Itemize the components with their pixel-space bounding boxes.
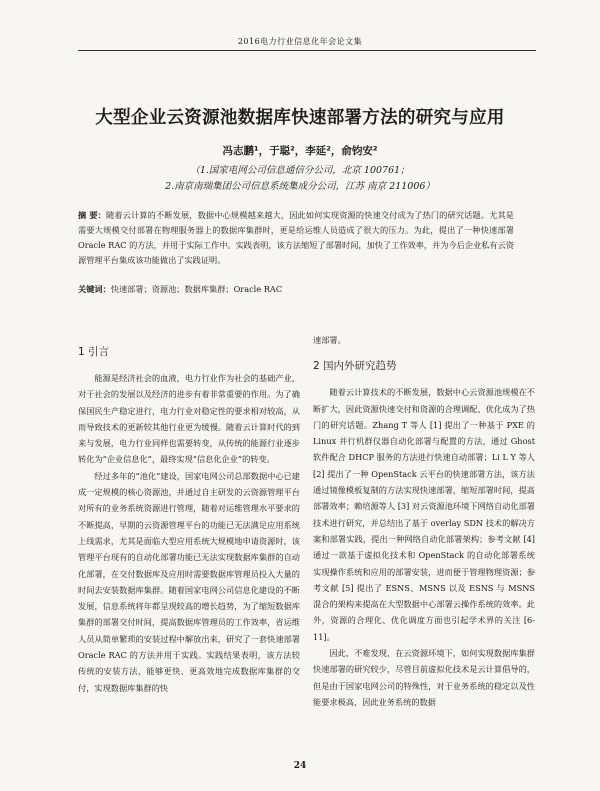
paper-title: 大型企业云资源池数据库快速部署方法的研究与应用 xyxy=(95,108,505,128)
keywords-text: 快速部署；资源池；数据库集群；Oracle RAC xyxy=(110,284,283,294)
intro-continuation: 速部署。 xyxy=(313,335,346,345)
keywords xyxy=(78,282,514,297)
abstract xyxy=(78,208,514,268)
related-paragraph-2: 因此，不难发现，在云资源环境下，如何实现数据库集群快速部署的研究较少，尽管目前虚拟化技术是云计算倡导的，但是由于国家电网公司的特殊性，对于业务系统的稳定以及性能要求极高，因此业务系统的数据 xyxy=(313,648,535,707)
paper-authors: 冯志鹏¹，于聪²，李延²，俞钧安² xyxy=(222,145,378,157)
intro-paragraph-1: 能源是经济社会的血液，电力行业作为社会的基础产业，对于社会的发展以及经济的进步有着非常重要的作用。为了确保国民生产稳定进行，电力行业对稳定性的要求相对较高，从而导致技术的更新较其他行业更为缓慢。随着云计算时代的到来与发展，电力行业同样也需要转变，从传统的能源行业逐步转化为“企业信息化”，最终实现“信息化企业”的转变。 xyxy=(78,373,300,465)
affiliation-2: 2.南京南瑞集团公司信息系统集成分公司，江苏 南京 211006） xyxy=(165,181,435,192)
abstract-text: 随着云计算的不断发展，数据中心规模越来越大，因此如何实现资源的快速交付成为了热门的研究话题。尤其是需要大规模交付部署在物理服务器上的数据库集群时，更是给运维人员造成了很大的压力。为此，提出了一种快速部署 Oracle RAC 的方法，并用于实际工作中。实践表明，该方法缩短了部署时间，加快了工作效率，并为今后企业私有云资源管理平台集成该功能做出了实践证明。 xyxy=(78,210,514,265)
left-column xyxy=(78,344,300,696)
section-1-heading: 1 引言 xyxy=(78,346,110,358)
page-number: 24 xyxy=(293,761,307,771)
header-rule xyxy=(78,50,536,51)
running-header: 2016电力行业信息化年会论文集 xyxy=(237,37,363,46)
keywords-label: 关键词： xyxy=(78,284,111,294)
abstract-label: 摘 要： xyxy=(78,210,106,220)
affiliation-1: （1.国家电网公司信息通信分公司，北京 100761； xyxy=(190,165,410,176)
related-paragraph-1: 随着云计算技术的不断发展，数据中心云资源池规模在不断扩大，因此资源快速交付和资源的合理调配、优化成为了热门的研究话题。Zhang T 等人 [1] 提出了一种基于 PXE 的 Linux 并行机群仪器自动化部署与配置的方法，通过 Ghost 软件配合 DHCP 服务的方法进行快速自动部署；Li L Y 等人 [2] 提出了一种 OpenStack 云平台的快速部署方法，该方法通过镜像模板复制的方法实现快速部署，缩短部署时间，提高部署效率；赖培源等人 [3] 对云资源池环境下网络自动化部署技术进行研究，并总结出了基于 overlay SDN 技术的解决方案和部署实践，提出一种网络自动化部署架构；参考文献 [4] 通过一款基于虚拟化技术和 OpenStack 的自动化部署系统实现操作系统和应用的部署安装，进而便于管理物理资源；参考文献 [5] 提出了 ESNS、MSNS 以及 ESNS 与 MSNS 混合的架构来提高在大型数据中心部署云操作系统的效率。此外，资源的合理化、优化调度方面也引起学术界的关注 [6-11]。 xyxy=(313,387,535,642)
right-column xyxy=(313,332,535,710)
intro-paragraph-2: 经过多年的“池化”建设，国家电网公司总部数据中心已建成一定规模的核心资源池，并通过自主研发的云资源管理平台对所有的业务系统资源进行管理，随着对运维管理水平要求的不断提高，早期的云资源管理平台的功能已无法满足应用系统上线需求，尤其是面临大型应用系统大规模地申请资源时，该管理平台现有的自动化部署功能已无法实现数据库集群的自动化部署，在交付数据库及应用时需要数据库管理员投入大量的时间去安装数据库集群。随着国家电网公司信息化建设的不断发展，信息系统将年都呈现较高的增长趋势，为了缩短数据库集群的部署交付时间，提高数据库管理员的工作效率，省运维人员从简单繁琐的安装过程中解放出来，研究了一套快速部署 Oracle RAC 的方法并用于实践。实践结果表明，该方法较传统的安装方法，能够更快、更高效地完成数据库集群的交付，实现数据库集群的快 xyxy=(78,470,300,693)
section-2-heading: 2 国内外研究趋势 xyxy=(313,360,397,373)
